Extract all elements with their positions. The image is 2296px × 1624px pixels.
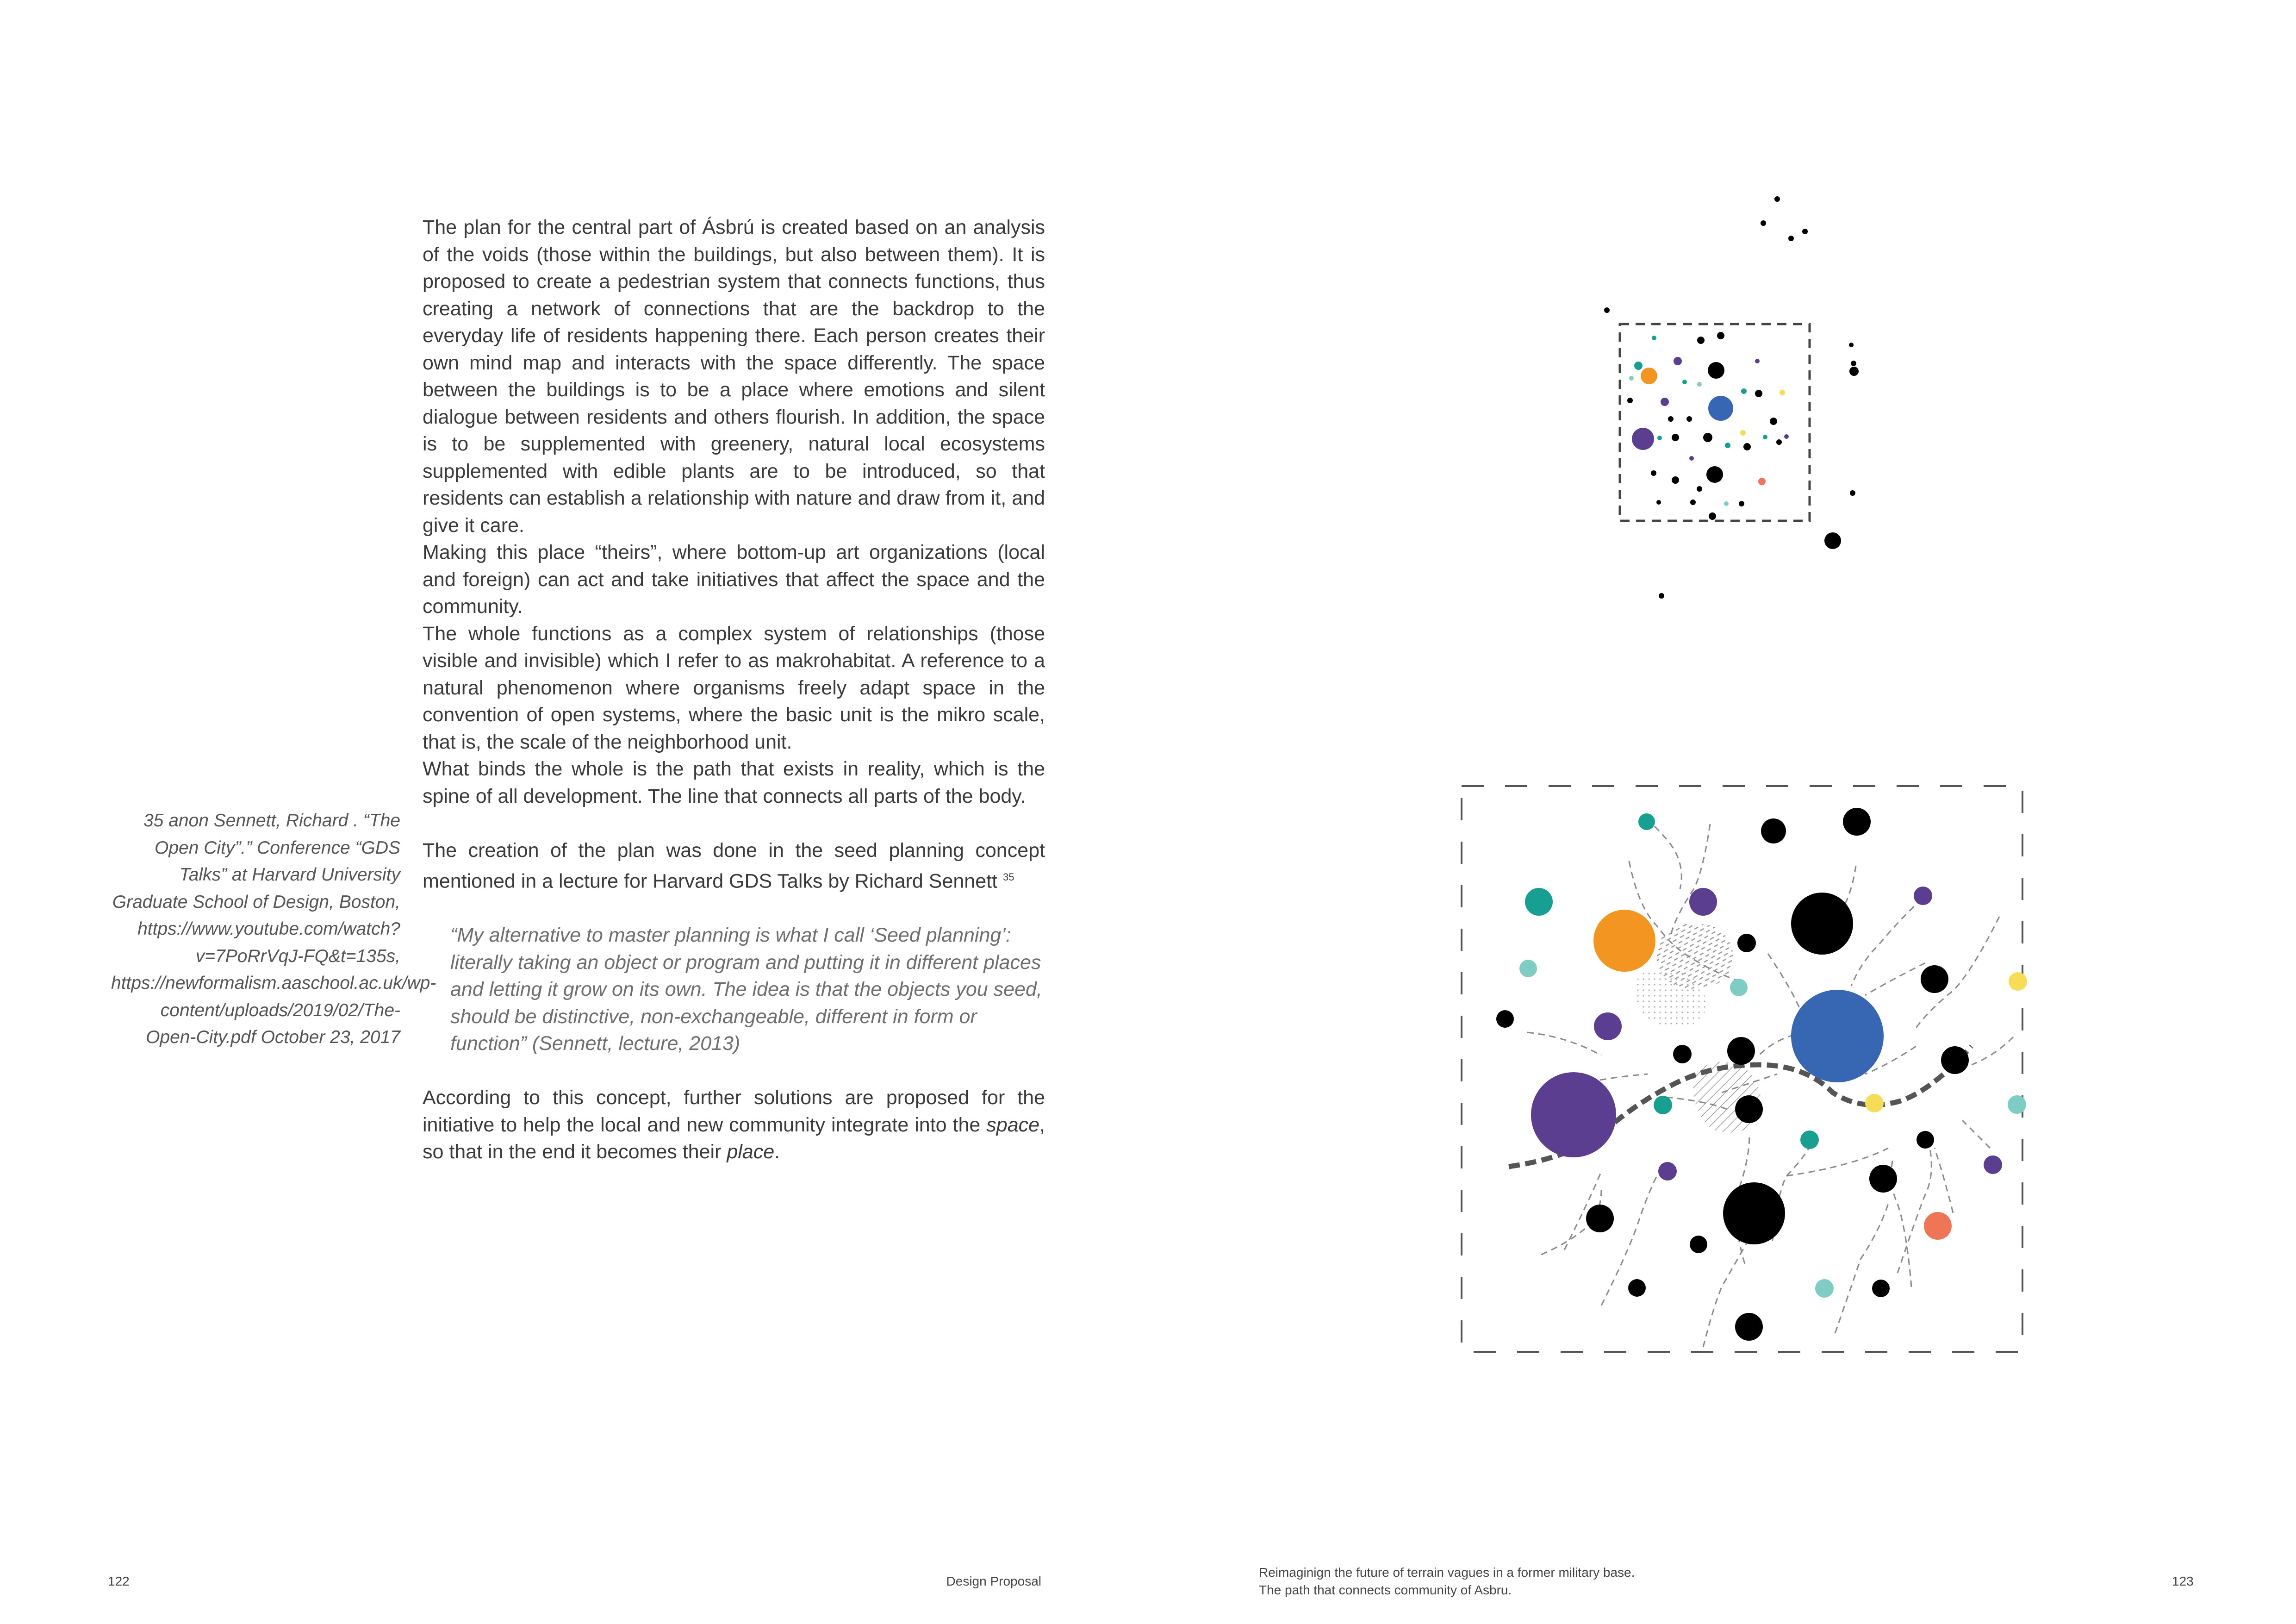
- seed-dot-yellow: [1740, 430, 1746, 436]
- seed-dot-black: [1791, 893, 1853, 955]
- seed-dot-black: [1627, 398, 1633, 403]
- seed-dot-black: [1717, 332, 1724, 339]
- seed-dot-black: [1788, 236, 1794, 241]
- seed-dot-teal: [1652, 336, 1656, 340]
- paragraph-path: What binds the whole is the path that exists in reality, which is the spine of all development. The line that connects all parts of the body.: [423, 758, 1045, 807]
- sennett-quote: “My alternative to master planning is what I call ‘Seed planning’: literally taking an object or program and putting it in different places and letting it grow on its own. The idea is that the objects you seed, should be distinctive, non-exchangeable, different in form or function” (Sennett, lecture, 2013): [450, 924, 1042, 1055]
- seed-dot-black: [1703, 433, 1712, 442]
- conclusion-text-b: , so that in the end it becomes their: [423, 1113, 1045, 1163]
- seed-dot-light_teal: [1629, 376, 1634, 381]
- seed-dot-purple: [1661, 398, 1669, 406]
- seed-dot-black: [1849, 343, 1854, 347]
- seed-dot-light_teal: [1519, 960, 1537, 977]
- connection-line: [1972, 1037, 2013, 1065]
- seed-dot-black: [1672, 434, 1679, 441]
- paragraph-conclusion: [423, 1084, 1045, 1166]
- seed-dot-black: [1690, 1236, 1707, 1253]
- large-dots: [1496, 808, 2027, 1341]
- seed-dot-black: [1723, 1182, 1785, 1244]
- seed-dot-black: [1706, 466, 1723, 483]
- side-footnote: 35 anon Sennett, Richard . “The Open City”.” Conference “GDS Talks” at Harvard University Graduate School of Design, Boston, https://www.youtube.com/watch?v=7PoRrVqJ-FQ&t=135s, https://newformalism.aaschool.ac.uk/wp-content/uploads/2019/02/The-Open-City.pdf October 23, 2017: [111, 811, 436, 1047]
- seed-plan-small-diagram: [1601, 185, 1888, 611]
- seed-dot-teal: [1634, 362, 1643, 370]
- seed-dot-black: [1851, 361, 1856, 366]
- seed-dot-black: [1802, 229, 1808, 234]
- conclusion-text-c: .: [774, 1141, 780, 1163]
- seed-dot-black: [1737, 934, 1756, 952]
- seed-dot-black: [1872, 1280, 1890, 1297]
- seed-dot-black: [1843, 808, 1871, 836]
- seed-dot-black: [1673, 1045, 1692, 1063]
- seed-dot-black: [1941, 1046, 1969, 1074]
- conclusion-emphasis-space: space: [986, 1113, 1040, 1136]
- seed-dot-purple: [1674, 357, 1682, 365]
- caption-line-1: Reimaginign the future of terrain vagues in a former military base.: [1259, 1565, 1635, 1580]
- seed-dot-black: [1739, 501, 1744, 506]
- paragraph-theirs: Making this place “theirs”, where bottom-up art organizations (local and foreign) can act and take initiatives that affect the space and the community.: [423, 541, 1045, 618]
- conclusion-text-a: According to this concept, further solutions are proposed for the initiative to help the local and new community integrate into the: [423, 1087, 1045, 1136]
- seed-dot-purple: [1784, 434, 1789, 439]
- connection-line: [1898, 1148, 1931, 1273]
- seed-dot-black: [1727, 1037, 1755, 1065]
- seed-dot-teal: [1657, 436, 1662, 440]
- seed-dot-purple: [1632, 428, 1654, 450]
- seed-dot-purple: [1658, 1162, 1677, 1181]
- seed-dot-yellow: [1780, 390, 1785, 395]
- seed-dot-purple: [1984, 1156, 2002, 1174]
- connection-line: [1835, 1204, 1888, 1333]
- seed-dot-black: [1656, 500, 1661, 505]
- seed-dot-black: [1776, 439, 1782, 445]
- footnote-reference: 35: [1002, 871, 1014, 883]
- seed-dot-light_teal: [1815, 1279, 1834, 1298]
- seed-dot-black: [1672, 476, 1679, 484]
- seed-dot-purple: [1594, 1012, 1622, 1040]
- seed-dot-black: [1628, 1279, 1646, 1297]
- seed-dot-light_teal: [1730, 979, 1748, 996]
- seed-dot-black: [1697, 486, 1702, 492]
- seed-dot-black: [1735, 1095, 1763, 1123]
- seed-planning-text: The creation of the plan was done in the seed planning concept mentioned in a lecture for Harvard GDS Talks by Richard Sennett: [423, 839, 1045, 893]
- seed-dot-black: [1659, 593, 1664, 599]
- seed-dot-black: [1761, 818, 1786, 843]
- seed-dot-purple: [1689, 888, 1717, 916]
- seed-dot-teal: [1654, 1096, 1672, 1114]
- connection-line: [1962, 1120, 1990, 1148]
- connection-line: [1671, 824, 1710, 935]
- connection-line: [1655, 826, 1681, 889]
- seed-dot-teal: [1525, 888, 1553, 916]
- seed-dot-light_teal: [1724, 501, 1729, 506]
- connection-line: [1851, 891, 1930, 986]
- seed-dot-black: [1496, 1010, 1514, 1028]
- conclusion-emphasis-place: place: [727, 1141, 775, 1163]
- seed-dot-purple: [1531, 1072, 1616, 1157]
- seed-dot-black: [1774, 196, 1780, 202]
- seed-dot-black: [1921, 965, 1948, 993]
- seed-dot-coral: [1924, 1212, 1952, 1240]
- seed-dot-black: [1761, 220, 1766, 226]
- seed-dot-black: [1697, 337, 1705, 344]
- paragraph-analysis: The plan for the central part of Ásbrú is created based on an analysis of the voids (those within the buildings, but also between them). It is proposed to create a pedestrian system that connects functions, thus creating a network of connections that are the backdrop to the everyday life of residents happening there. Each person creates their own mind map and interacts with the space differently. The space between the buildings is to be a place where emotions and silent dialogue between residents and others flourish. In addition, the space is to be supplemented with greenery, natural local ecosystems supplemented with edible plants are to be introduced, so that residents can establish a relationship with nature and draw from it, and give it care.: [423, 216, 1045, 537]
- seed-dot-purple: [1914, 887, 1932, 905]
- left-page-number: 122: [108, 1574, 130, 1588]
- seed-dot-black: [1850, 490, 1855, 496]
- seed-dot-teal: [1763, 435, 1767, 439]
- paragraph-seed-planning: [423, 837, 1045, 895]
- seed-dot-black: [1916, 1131, 1934, 1149]
- seed-dot-teal: [1638, 813, 1655, 830]
- seed-plan-large-diagram: [1453, 778, 2036, 1361]
- seed-dot-teal: [1682, 380, 1687, 384]
- seed-dot-blue: [1791, 990, 1884, 1082]
- seed-dot-yellow: [1865, 1094, 1884, 1112]
- seed-dot-black: [1709, 512, 1716, 520]
- connection-line: [1935, 1148, 1953, 1213]
- seed-dot-black: [1743, 443, 1751, 450]
- seed-dot-teal: [1741, 388, 1747, 394]
- seed-dot-black: [1869, 1165, 1897, 1193]
- seed-dot-teal: [1800, 1131, 1819, 1149]
- seed-dot-black: [1849, 367, 1859, 376]
- seed-dot-blue: [1708, 396, 1733, 421]
- seed-dot-black: [1586, 1205, 1614, 1232]
- main-text-column: [423, 214, 1045, 1166]
- seed-dot-black: [1690, 500, 1696, 505]
- seed-dot-coral: [1758, 478, 1766, 485]
- figure-caption: [1259, 1564, 1635, 1599]
- seed-dot-yellow: [2009, 972, 2027, 991]
- seed-dot-teal: [1725, 443, 1730, 448]
- small-frame: [1620, 324, 1810, 521]
- seed-dot-black: [1824, 532, 1841, 549]
- seed-dot-purple: [1755, 359, 1760, 363]
- seed-dot-black: [1708, 362, 1724, 379]
- seed-dot-black: [1770, 418, 1777, 425]
- connection-line: [1865, 963, 1925, 995]
- running-title: Design Proposal: [946, 1574, 1041, 1588]
- seed-dot-black: [1686, 416, 1692, 422]
- connection-line: [1527, 1032, 1601, 1056]
- small-dots: [1604, 196, 1859, 599]
- seed-dot-black: [1651, 470, 1656, 476]
- seed-dot-orange: [1641, 368, 1657, 384]
- seed-dot-black: [1604, 307, 1610, 313]
- seed-dot-purple: [1689, 456, 1694, 461]
- seed-dot-orange: [1593, 910, 1655, 972]
- seed-dot-black: [1755, 390, 1762, 397]
- paragraph-makrohabitat: The whole functions as a complex system of relationships (those visible and invisible) which I refer to as makrohabitat. A reference to a natural phenomenon where organisms freely adapt space in the convention of open systems, where the basic unit is the mikro scale, that is, the scale of the neighborhood unit.: [423, 622, 1045, 753]
- seed-dot-light_teal: [1697, 382, 1702, 387]
- seed-dot-black: [1668, 416, 1674, 422]
- caption-line-2: The path that connects community of Asbru.: [1259, 1583, 1512, 1597]
- right-page-number: 123: [2172, 1574, 2194, 1588]
- seed-dot-light_teal: [2008, 1095, 2026, 1114]
- seed-dot-black: [1735, 1313, 1763, 1341]
